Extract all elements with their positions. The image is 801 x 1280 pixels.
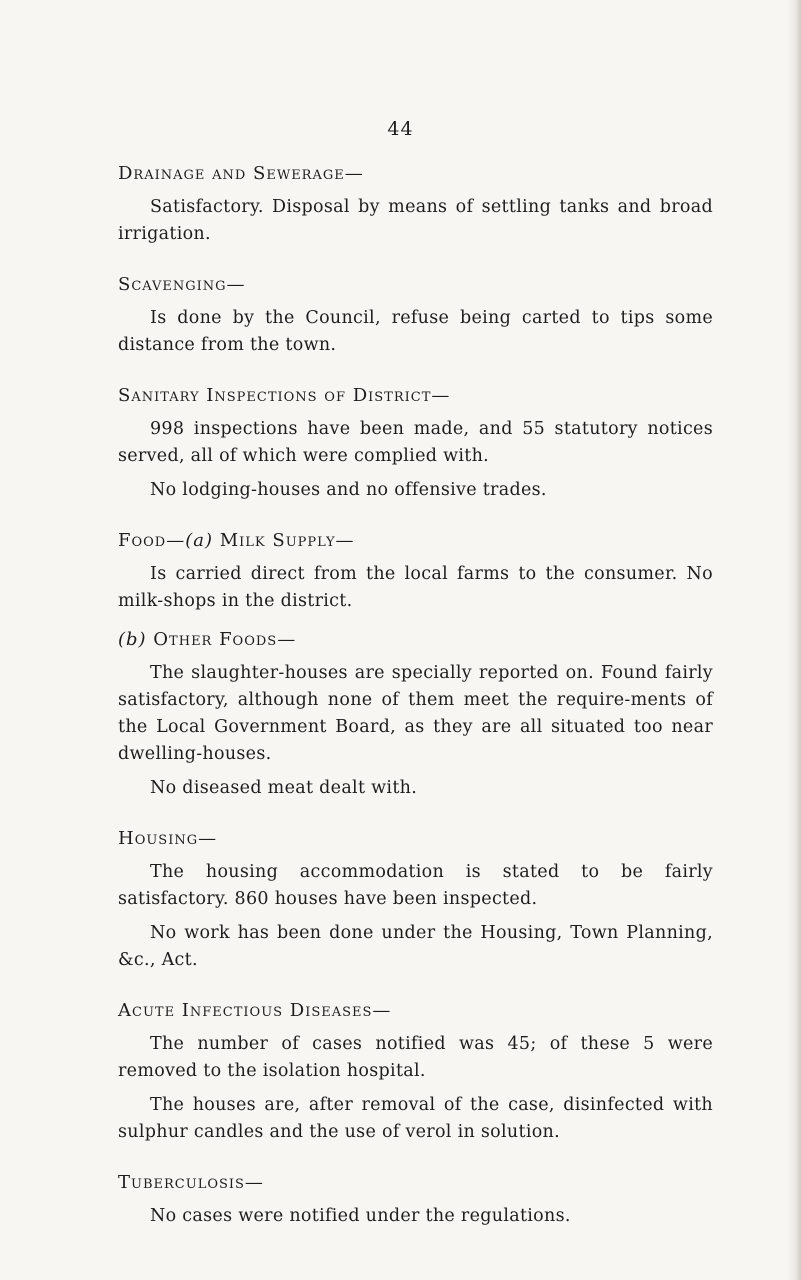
section-acute-infectious-diseases: [118, 1000, 713, 1146]
section-drainage: [118, 163, 713, 248]
paragraph: No diseased meat dealt with.: [150, 778, 418, 798]
heading-letter: (a): [185, 530, 214, 551]
section-heading: Sanitary Inspections of District—: [118, 385, 451, 406]
paragraph: The housing accommodation is stated to be fairly satisfactory. 860 houses have been inspected.: [118, 862, 713, 909]
section-tuberculosis: [118, 1172, 713, 1230]
paragraph: No lodging-houses and no offensive trades.: [150, 480, 547, 500]
paragraph: No cases were notified under the regulations.: [150, 1206, 571, 1226]
heading-prefix: Food—: [118, 530, 186, 551]
section-heading: Scavenging—: [118, 274, 246, 295]
section-sanitary-inspections: [118, 385, 713, 504]
paragraph: Is carried direct from the local farms to the consumer. No milk-shops in the district.: [118, 564, 713, 611]
page-number: 44: [387, 118, 414, 140]
section-heading: Acute Infectious Diseases—: [118, 1000, 392, 1021]
section-heading: Drainage and Sewerage—: [118, 163, 364, 184]
section-heading: Housing—: [118, 828, 218, 849]
heading-rest: Other Foods—: [146, 629, 297, 650]
paragraph: 998 inspections have been made, and 55 statutory notices served, all of which were complied with.: [118, 419, 713, 466]
section-other-foods: [118, 629, 713, 802]
paragraph: The slaughter-houses are specially reported on. Found fairly satisfactory, although none of them meet the require-ments of the Local Government Board, as they are all situated too near dwelling-houses.: [118, 663, 713, 764]
section-heading: Tuberculosis—: [118, 1172, 264, 1193]
section-heading: [118, 530, 713, 551]
document-body: [118, 163, 713, 1256]
heading-rest: Milk Supply—: [213, 530, 355, 551]
section-food-milk-supply: [118, 530, 713, 615]
section-heading: [118, 629, 713, 650]
paragraph: No work has been done under the Housing, Town Planning, &c., Act.: [118, 923, 713, 970]
section-scavenging: [118, 274, 713, 359]
paragraph: Satisfactory. Disposal by means of settling tanks and broad irrigation.: [118, 197, 713, 244]
heading-letter: (b): [118, 629, 147, 650]
section-housing: [118, 828, 713, 974]
paragraph: The houses are, after removal of the case, disinfected with sulphur candles and the use of verol in solution.: [118, 1095, 713, 1142]
page-edge-shadow: [787, 0, 801, 1280]
paragraph: The number of cases notified was 45; of these 5 were removed to the isolation hospital.: [118, 1034, 713, 1081]
paragraph: Is done by the Council, refuse being carted to tips some distance from the town.: [118, 308, 713, 355]
